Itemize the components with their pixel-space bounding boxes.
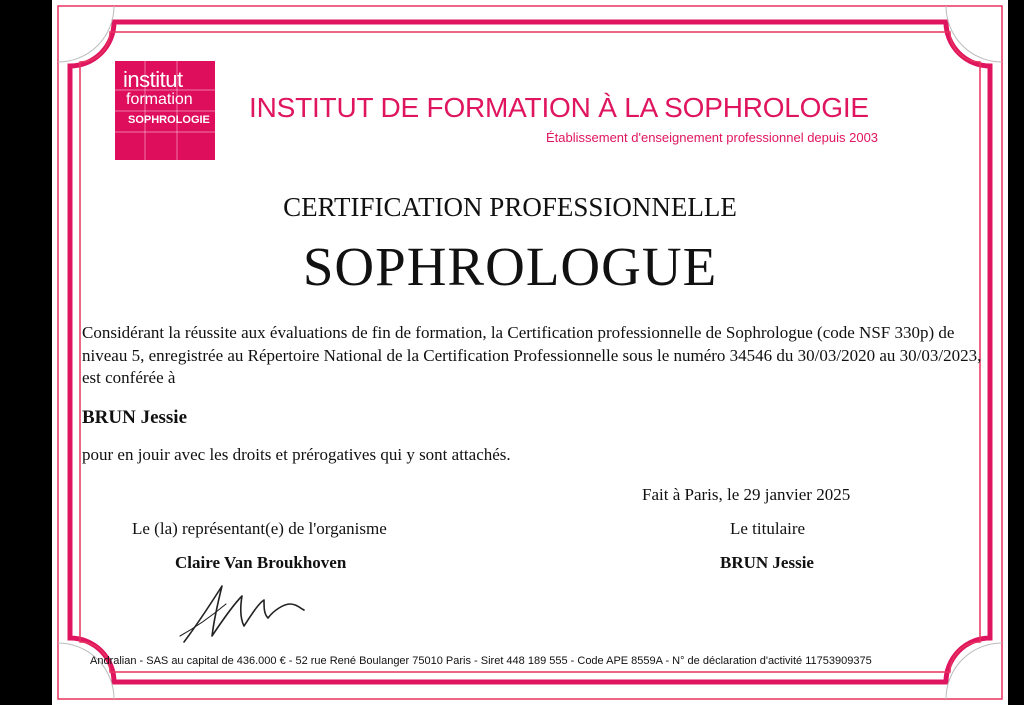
- certificate-body: Considérant la réussite aux évaluations de fin de formation, la Certification professionnelle de Sophrologue (code NSF 330p) de niveau 5, enregistrée au Répertoire National de la Certification Professionnelle sous le numéro 34546 du 30/03/2020 au 30/03/2023, est conférée à: [82, 323, 982, 387]
- institute-subtitle: Établissement d'enseignement professionnel depuis 2003: [546, 130, 879, 145]
- representative-name: Claire Van Broukhoven: [175, 553, 347, 572]
- logo-text-line1: institut: [123, 67, 183, 92]
- rights-statement: pour en jouir avec les droits et prérogatives qui y sont attachés.: [82, 445, 511, 464]
- certificate-heading: CERTIFICATION PROFESSIONNELLE: [283, 192, 737, 222]
- holder-name: BRUN Jessie: [720, 553, 814, 572]
- institute-logo: [115, 61, 215, 160]
- certificate-title: SOPHROLOGUE: [302, 236, 718, 297]
- legal-footer: Andralian - SAS au capital de 436.000 € - 52 rue René Boulanger 75010 Paris - Siret 448 189 555 - Code APE 8559A - N° de déclaration d'activité 11753909375: [90, 655, 872, 667]
- logo-text-line3: SOPHROLOGIE: [128, 114, 210, 126]
- representative-label: Le (la) représentant(e) de l'organisme: [132, 519, 387, 538]
- certificate-sheet: [52, 0, 1008, 705]
- logo-text-line2: formation: [126, 91, 193, 108]
- holder-label: Le titulaire: [730, 519, 806, 538]
- institute-title: INSTITUT DE FORMATION À LA SOPHROLOGIE: [249, 92, 869, 123]
- handwritten-signature: [178, 580, 338, 648]
- place-and-date: Fait à Paris, le 29 janvier 2025: [642, 485, 851, 504]
- recipient-name: BRUN Jessie: [82, 407, 188, 428]
